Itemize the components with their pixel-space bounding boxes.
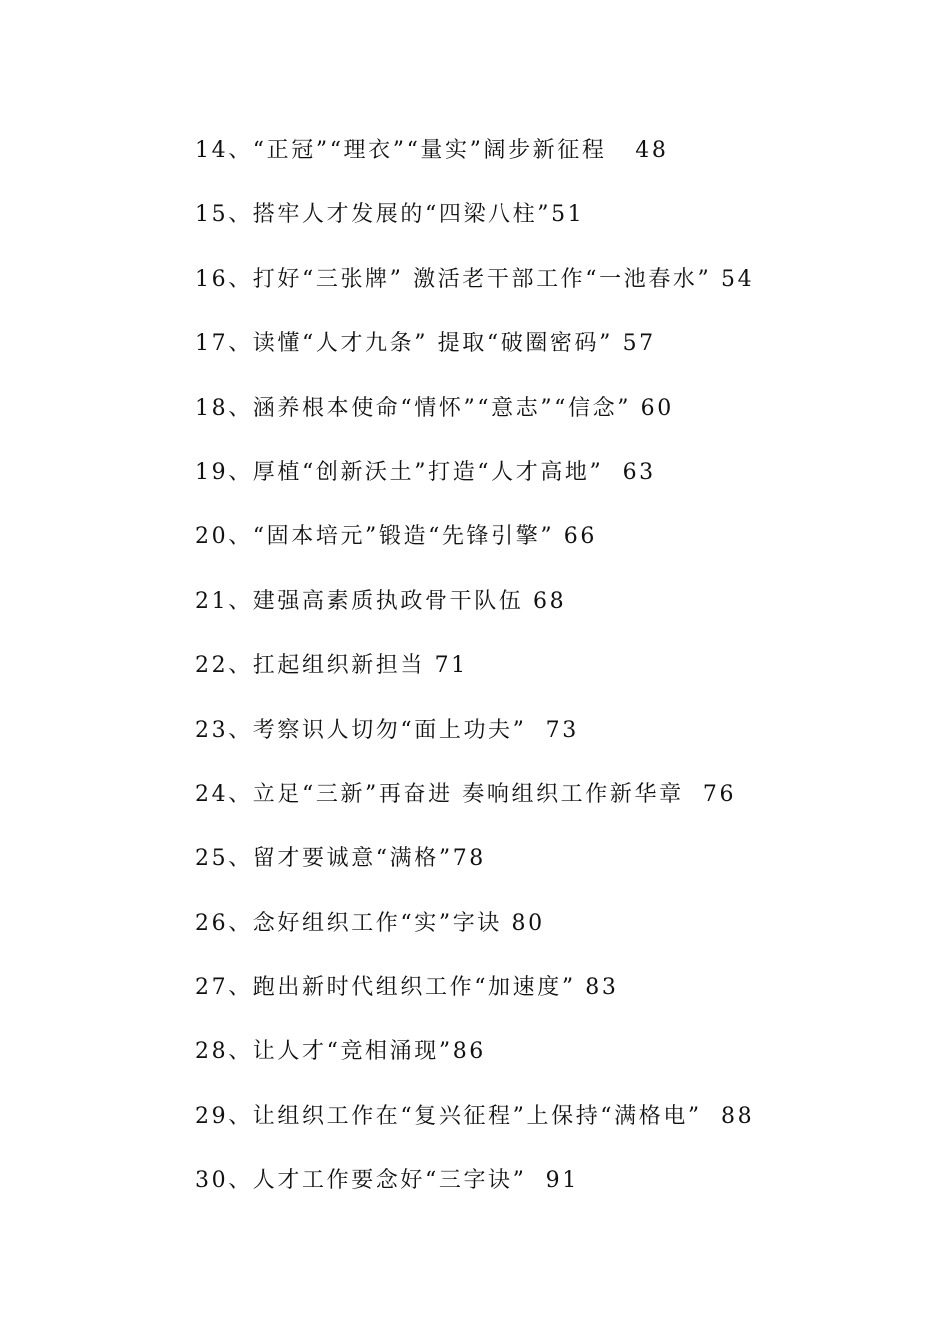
toc-entry: 15、搭牢人才发展的“四梁八柱”51 [195, 202, 585, 228]
toc-entry: 23、考察识人切勿“面上功夫” 73 [195, 717, 579, 743]
toc-entry: 19、厚植“创新沃土”打造“人才高地” 63 [195, 459, 656, 485]
toc-entry: 22、扛起组织新担当 71 [195, 653, 468, 679]
toc-entry: 25、留才要诚意“满格”78 [195, 846, 486, 872]
toc-entry: 28、让人才“竞相涌现”86 [195, 1039, 486, 1065]
table-of-contents [195, 128, 915, 1223]
toc-entry: 17、读懂“人才九条” 提取“破圈密码” 57 [195, 331, 656, 357]
toc-entry: 18、涵养根本使命“情怀”“意志”“信念” 60 [195, 395, 674, 421]
toc-entry: 20、“固本培元”锻造“先锋引擎” 66 [195, 524, 597, 550]
toc-entry: 29、让组织工作在“复兴征程”上保持“满格电” 88 [195, 1103, 755, 1129]
toc-entry: 24、立足“三新”再奋进 奏响组织工作新华章 76 [195, 781, 737, 807]
toc-entry: 14、“正冠”“理衣”“量实”阔步新征程 48 [195, 138, 669, 163]
toc-entry: 27、跑出新时代组织工作“加速度” 83 [195, 975, 619, 1001]
toc-entry: 26、念好组织工作“实”字诀 80 [195, 910, 545, 936]
toc-entry: 21、建强高素质执政骨干队伍 68 [195, 588, 567, 614]
toc-entry: 30、人才工作要念好“三字诀” 91 [195, 1168, 579, 1194]
toc-entry: 16、打好“三张牌” 激活老干部工作“一池春水” 54 [195, 266, 755, 292]
